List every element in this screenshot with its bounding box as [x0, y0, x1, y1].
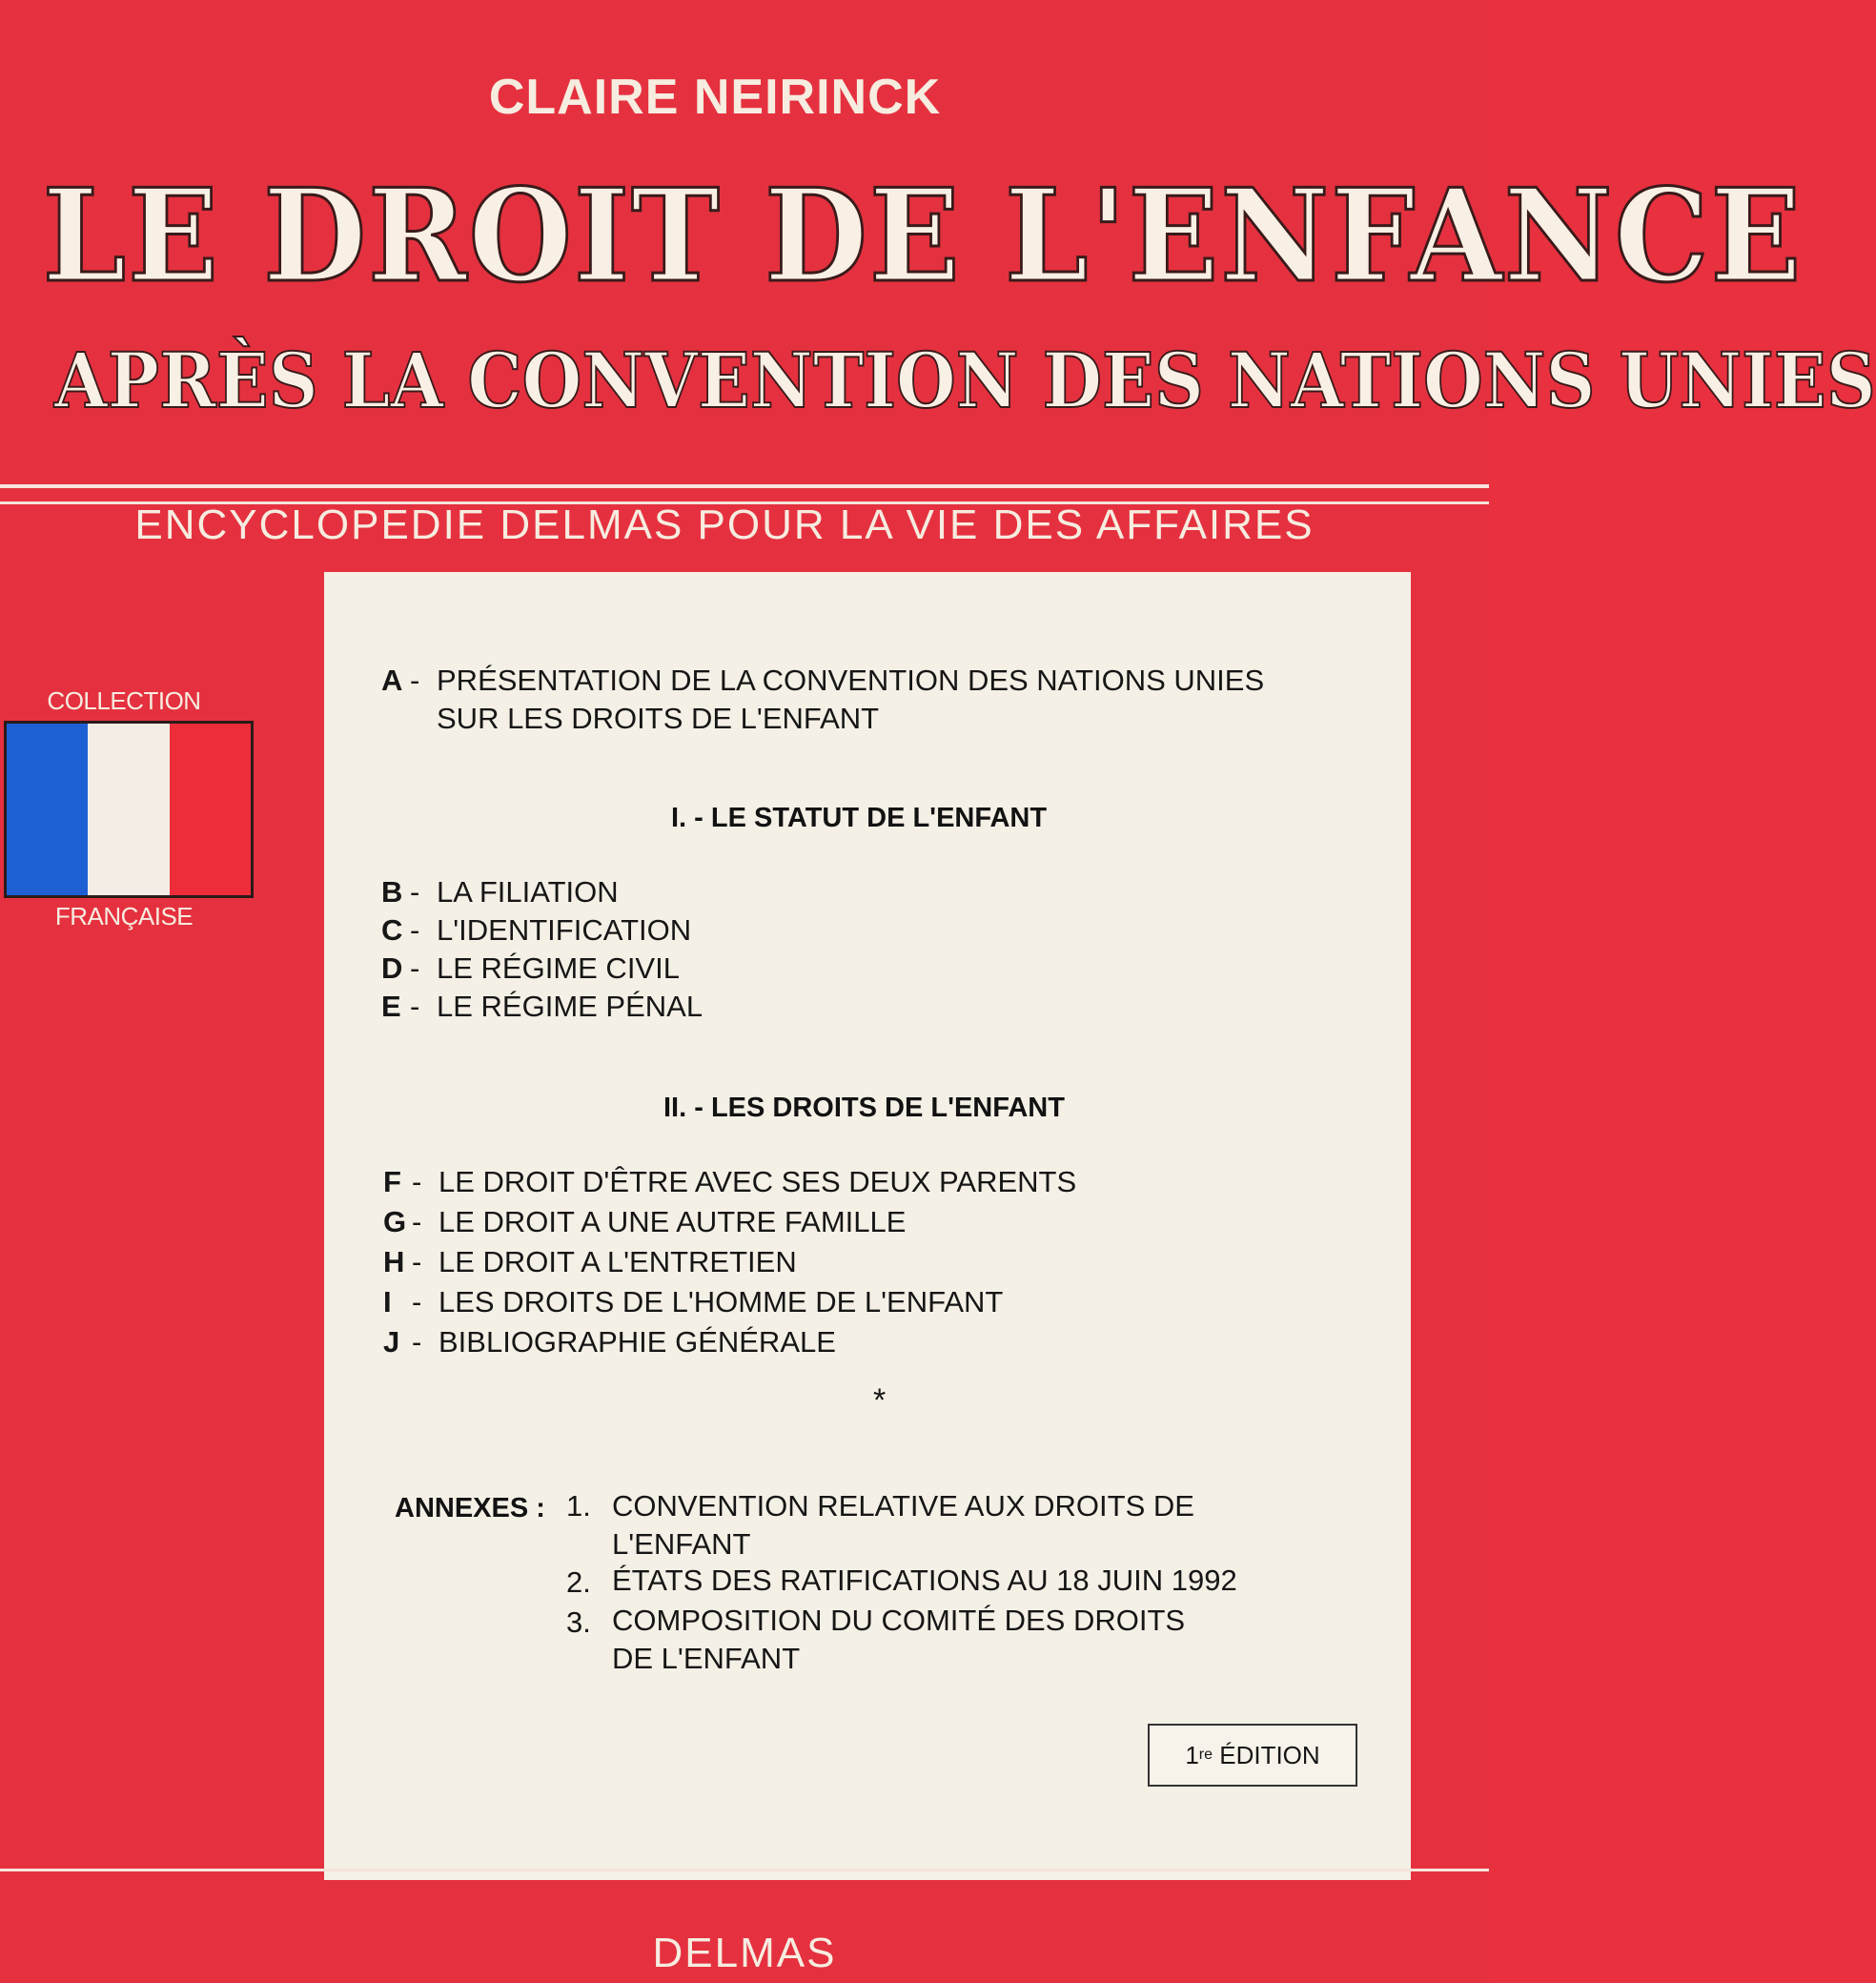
toc-label: BIBLIOGRAPHIE GÉNÉRALE [438, 1325, 836, 1359]
toc-label: SUR LES DROITS DE L'ENFANT [437, 702, 880, 735]
publisher-name: DELMAS [652, 1930, 837, 1976]
divider [0, 484, 1489, 488]
part-two-heading: II. - LES DROITS DE L'ENFANT [663, 1093, 1065, 1123]
annex-item [566, 1489, 591, 1523]
toc-entry: I - LES DROITS DE L'HOMME DE L'ENFANT [383, 1285, 1004, 1319]
toc-entry: B - LA FILIATION [381, 875, 619, 909]
annexes-label: ANNEXES : [395, 1493, 545, 1523]
toc-entry: F - LE DROIT D'ÊTRE AVEC SES DEUX PARENTS [383, 1165, 1077, 1198]
toc-entry: C - L'IDENTIFICATION [381, 913, 692, 947]
annex-label-line: DE L'ENFANT [612, 1642, 801, 1675]
flag-red-stripe [170, 724, 251, 895]
toc-entry: D - LE RÉGIME CIVIL [381, 951, 680, 985]
toc-label: PRÉSENTATION DE LA CONVENTION DES NATIONS UNIES [437, 664, 1265, 697]
toc-letter: F [383, 1165, 401, 1198]
toc-label: LA FILIATION [437, 875, 619, 909]
collection-francaise-label: FRANÇAISE [54, 902, 194, 930]
flag-blue-stripe [7, 724, 88, 895]
toc-entry: J - BIBLIOGRAPHIE GÉNÉRALE [383, 1325, 836, 1359]
toc-letter: J [383, 1325, 400, 1359]
toc-letter: E [381, 990, 401, 1023]
author-name: CLAIRE NEIRINCK [488, 70, 942, 125]
contents-panel [324, 572, 1411, 1880]
toc-letter: B [381, 875, 403, 909]
collection-label: COLLECTION [47, 686, 201, 715]
toc-label: L'IDENTIFICATION [437, 913, 692, 947]
toc-entry: E - LE RÉGIME PÉNAL [381, 990, 704, 1023]
separator-asterisk: * [873, 1382, 887, 1419]
annex-number: 3. [566, 1605, 591, 1639]
book-subtitle: APRÈS LA CONVENTION DES NATIONS UNIES [54, 336, 1876, 425]
toc-label: LE RÉGIME PÉNAL [437, 990, 704, 1023]
annex-number: 1. [566, 1489, 591, 1523]
edition-badge [1148, 1724, 1357, 1787]
toc-entry-a-continued [437, 702, 879, 736]
toc-label: LE DROIT A UNE AUTRE FAMILLE [438, 1205, 907, 1238]
toc-letter: I [383, 1285, 392, 1319]
toc-letter: A [381, 664, 403, 697]
toc-letter: C [381, 913, 403, 947]
toc-label: LE RÉGIME CIVIL [437, 951, 680, 985]
annex-label-line: CONVENTION RELATIVE AUX DROITS DE [612, 1489, 1194, 1523]
annex-label-line: ÉTATS DES RATIFICATIONS AU 18 JUIN 1992 [612, 1564, 1237, 1597]
divider [0, 1869, 1489, 1871]
toc-entry: H - LE DROIT A L'ENTRETIEN [383, 1245, 797, 1278]
flag-white-stripe [88, 724, 169, 895]
annex-label-line: COMPOSITION DU COMITÉ DES DROITS [612, 1604, 1186, 1637]
annex-label-line: L'ENFANT [612, 1527, 751, 1561]
annex-number: 2. [566, 1565, 591, 1599]
toc-letter: D [381, 951, 403, 985]
french-flag-icon [4, 721, 254, 898]
book-title: LE DROIT DE L'ENFANCE [42, 160, 1804, 311]
series-name: ENCYCLOPEDIE DELMAS POUR LA VIE DES AFFAIRES [134, 501, 1315, 548]
toc-letter: H [383, 1245, 405, 1278]
toc-label: LE DROIT A L'ENTRETIEN [438, 1245, 797, 1278]
part-one-heading: I. - LE STATUT DE L'ENFANT [671, 803, 1048, 833]
toc-entry-a: A - PRÉSENTATION DE LA CONVENTION DES NATIONS UNIES [381, 664, 1265, 697]
toc-label: LES DROITS DE L'HOMME DE L'ENFANT [438, 1285, 1004, 1319]
toc-letter: G [383, 1205, 407, 1238]
edition-word: ÉDITION [1213, 1740, 1320, 1769]
edition-superscript: re [1198, 1747, 1213, 1763]
toc-label: LE DROIT D'ÊTRE AVEC SES DEUX PARENTS [438, 1165, 1077, 1198]
toc-entry: G - LE DROIT A UNE AUTRE FAMILLE [383, 1205, 907, 1238]
edition-number: 1 [1185, 1740, 1199, 1769]
